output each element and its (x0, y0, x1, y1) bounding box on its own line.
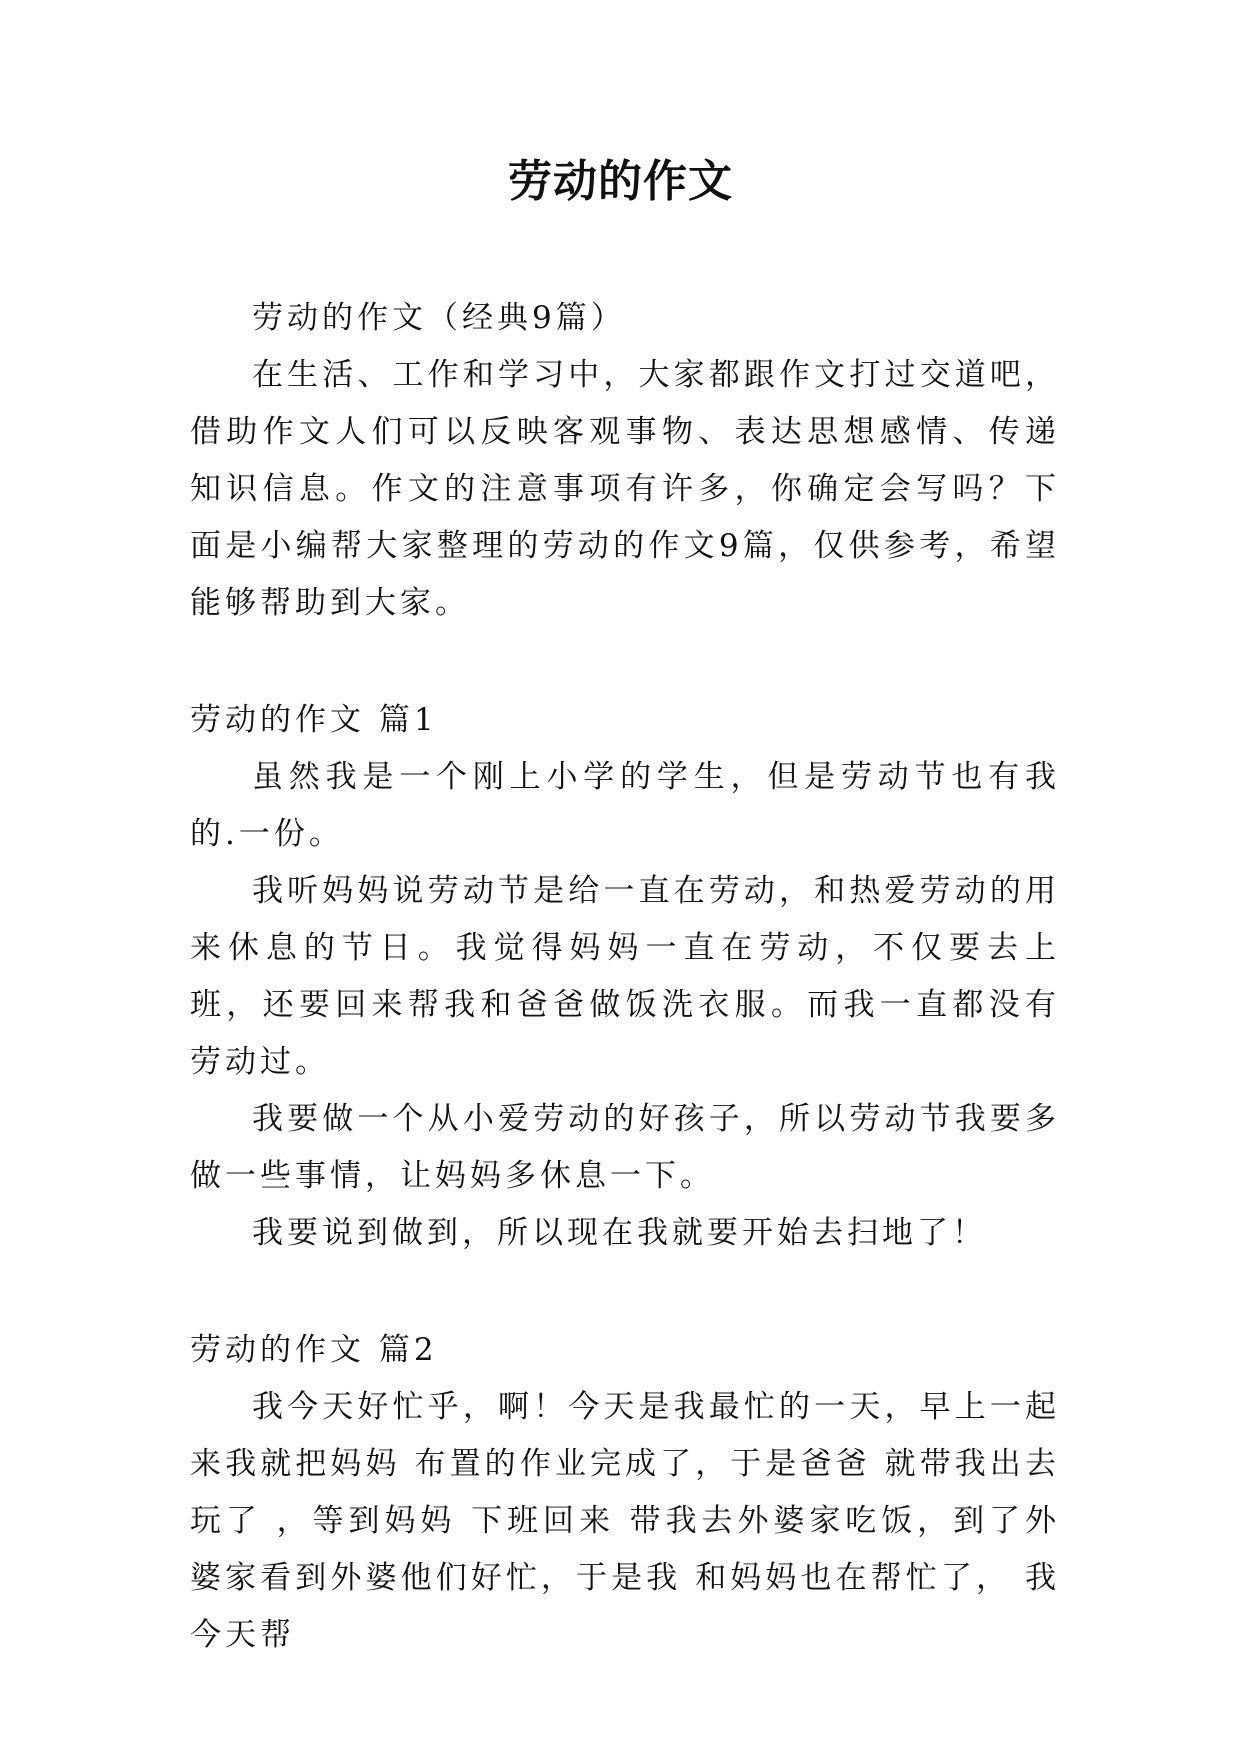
section-heading: 劳动的作文 篇1 (190, 702, 438, 738)
intro-subtitle: 劳动的作文（经典9篇） (252, 300, 626, 336)
section-1 (190, 692, 1060, 1262)
section-paragraph: 我今天好忙乎，啊！今天是我最忙的一天，早上一起来我就把妈妈 布置的作业完成了，于是爸爸 就带我出去 玩了 ，等到妈妈 下班回来 带我去外婆家吃饭，到了外婆家看到外婆他们好忙，于是我 和妈妈也在帮忙了， 我今天帮 (190, 1389, 1060, 1653)
section-paragraph: 虽然我是一个刚上小学的学生，但是劳动节也有我的.一份。 (190, 759, 1060, 852)
section-heading: 劳动的作文 篇2 (190, 1332, 438, 1368)
intro-paragraph: 在生活、工作和学习中，大家都跟作文打过交道吧，借助作文人们可以反映客观事物、表达思想感情、传递知识信息。作文的注意事项有许多，你确定会写吗？下面是小编帮大家整理的劳动的作文9篇，仅供参考，希望能够帮助到大家。 (190, 357, 1060, 621)
section-2 (190, 1322, 1060, 1664)
section-gap (190, 632, 1060, 692)
document-title: 劳动的作文 (508, 156, 733, 207)
section-paragraph: 我要说到做到，所以现在我就要开始去扫地了！ (252, 1215, 987, 1251)
section-paragraph: 我要做一个从小爱劳动的好孩子，所以劳动节我要多做一些事情，让妈妈多休息一下。 (190, 1101, 1060, 1194)
section-paragraph: 我听妈妈说劳动节是给一直在劳动，和热爱劳动的用来休息的节日。我觉得妈妈一直在劳动，不仅要去上班，还要回来帮我和爸爸做饭洗衣服。而我一直都没有劳动过。 (190, 873, 1060, 1080)
document-body (190, 290, 1060, 1664)
section-gap (190, 1262, 1060, 1322)
